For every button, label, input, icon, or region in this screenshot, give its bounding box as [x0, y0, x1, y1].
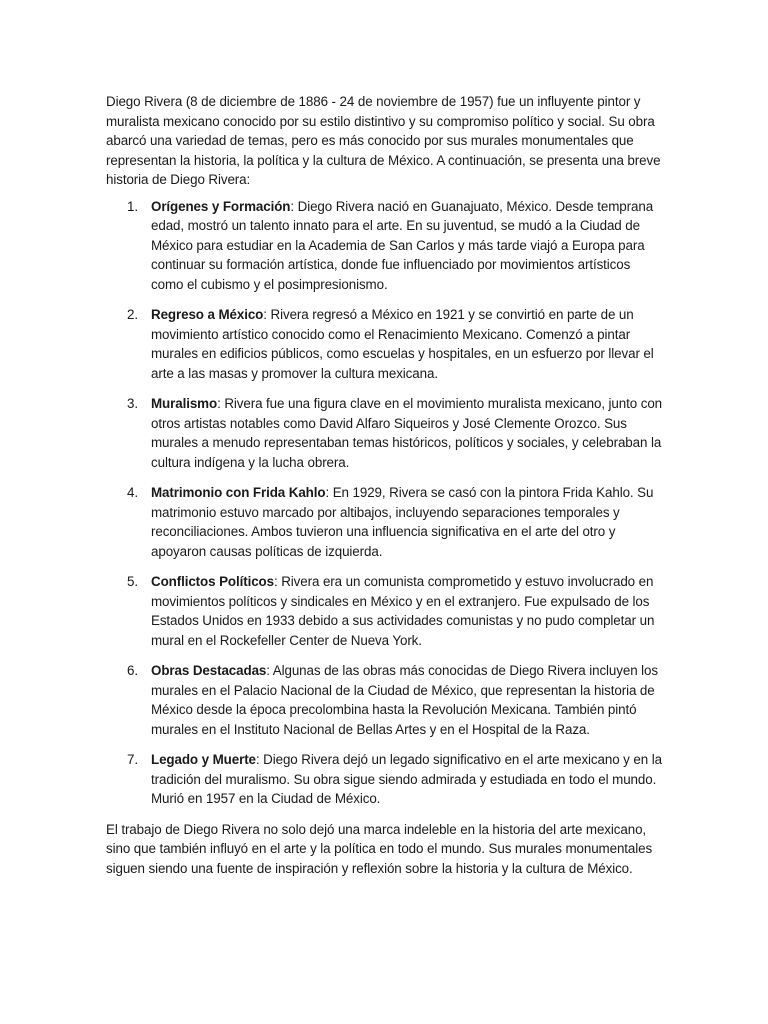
list-item: [106, 572, 666, 650]
list-item: [106, 394, 666, 472]
list-item-text: : Diego Rivera dejó un legado significativo en el arte mexicano y en la tradición del muralismo. Su obra sigue siendo admirada y estudiada en todo el mundo. Murió en 1957 en la Ciudad de México.: [151, 752, 662, 806]
list-item-number: 2.: [127, 307, 138, 322]
list-item-title: Legado y Muerte: [151, 752, 256, 767]
list-item: [106, 305, 666, 383]
list-item: [106, 661, 666, 739]
list-item-number: 3.: [127, 396, 138, 411]
list-item-text: : En 1929, Rivera se casó con la pintora Frida Kahlo. Su matrimonio estuvo marcado por altibajos, incluyendo separaciones temporales y reconciliaciones. Ambos tuvieron una influencia significativa en el arte del otro y apoyaron causas políticas de izquierda.: [151, 485, 654, 559]
list-item-title: Regreso a México: [151, 307, 264, 322]
list-item-title: Matrimonio con Frida Kahlo: [151, 485, 326, 500]
list-item: [106, 197, 666, 295]
list-item-title: Obras Destacadas: [151, 663, 267, 678]
list-item-number: 7.: [127, 752, 138, 767]
list-item-text: : Diego Rivera nació en Guanajuato, México. Desde temprana edad, mostró un talento innato para el arte. En su juventud, se mudó a la Ciudad de México para estudiar en la Academia de San Carlos y más tarde viajó a Europa para continuar su formación artística, donde fue influenciado por movimientos artísticos como el cubismo y el posimpresionismo.: [151, 198, 654, 292]
list-item: [106, 750, 666, 809]
list-item-number: 4.: [127, 485, 138, 500]
list-item: [106, 483, 666, 561]
list-item-title: Muralismo: [151, 396, 218, 411]
list-item-title: Orígenes y Formación: [151, 198, 291, 214]
list-item-title: Conflictos Políticos: [151, 574, 274, 589]
list-item-text: : Rivera era un comunista comprometido y estuvo involucrado en movimientos políticos y sindicales en México y en el extranjero. Fue expulsado de los Estados Unidos en 1933 debido a sus actividades comunistas y no pudo completar un mural en el Rockefeller Center de Nueva York.: [151, 574, 655, 648]
list-item-number: 6.: [127, 663, 138, 678]
list-item-text: : Rivera regresó a México en 1921 y se convirtió en parte de un movimiento artístico conocido como el Renacimiento Mexicano. Comenzó a pintar murales en edificios públicos, como escuelas y hospitales, en un esfuerzo por llevar el arte a las masas y promover la cultura mexicana.: [151, 307, 654, 381]
list-item-number: 5.: [127, 574, 138, 589]
list-item-text: : Rivera fue una figura clave en el movimiento muralista mexicano, junto con otros artistas notables como David Alfaro Siqueiros y José Clemente Orozco. Sus murales a menudo representaban temas históricos, políticos y sociales, y celebraban la cultura indígena y la lucha obrera.: [151, 396, 663, 470]
closing-paragraph: El trabajo de Diego Rivera no solo dejó una marca indeleble en la historia del arte mexicano, sino que también influyó en el arte y la política en todo el mundo. Sus murales monumentales siguen siendo una fuente de inspiración y reflexión sobre la historia y la cultura de México.: [106, 821, 653, 876]
list-item-text: : Algunas de las obras más conocidas de Diego Rivera incluyen los murales en el Palacio Nacional de la Ciudad de México, que representan la historia de México desde la época precolombina hasta la Revolución Mexicana. También pintó murales en el Instituto Nacional de Bellas Artes y en el Hospital de la Raza.: [151, 663, 658, 737]
history-list: [106, 197, 666, 809]
list-item-number: 1.: [127, 198, 138, 214]
intro-paragraph: Diego Rivera (8 de diciembre de 1886 - 24 de noviembre de 1957) fue un influyente pintor y muralista mexicano conocido por su estilo distintivo y su compromiso político y social. Su obra abarcó una variedad de temas, pero es más conocido por sus murales monumentales que representan la historia, la política y la cultura de México. A continuación, se presenta una breve historia de Diego Rivera:: [106, 94, 661, 187]
document-page: [106, 92, 666, 878]
